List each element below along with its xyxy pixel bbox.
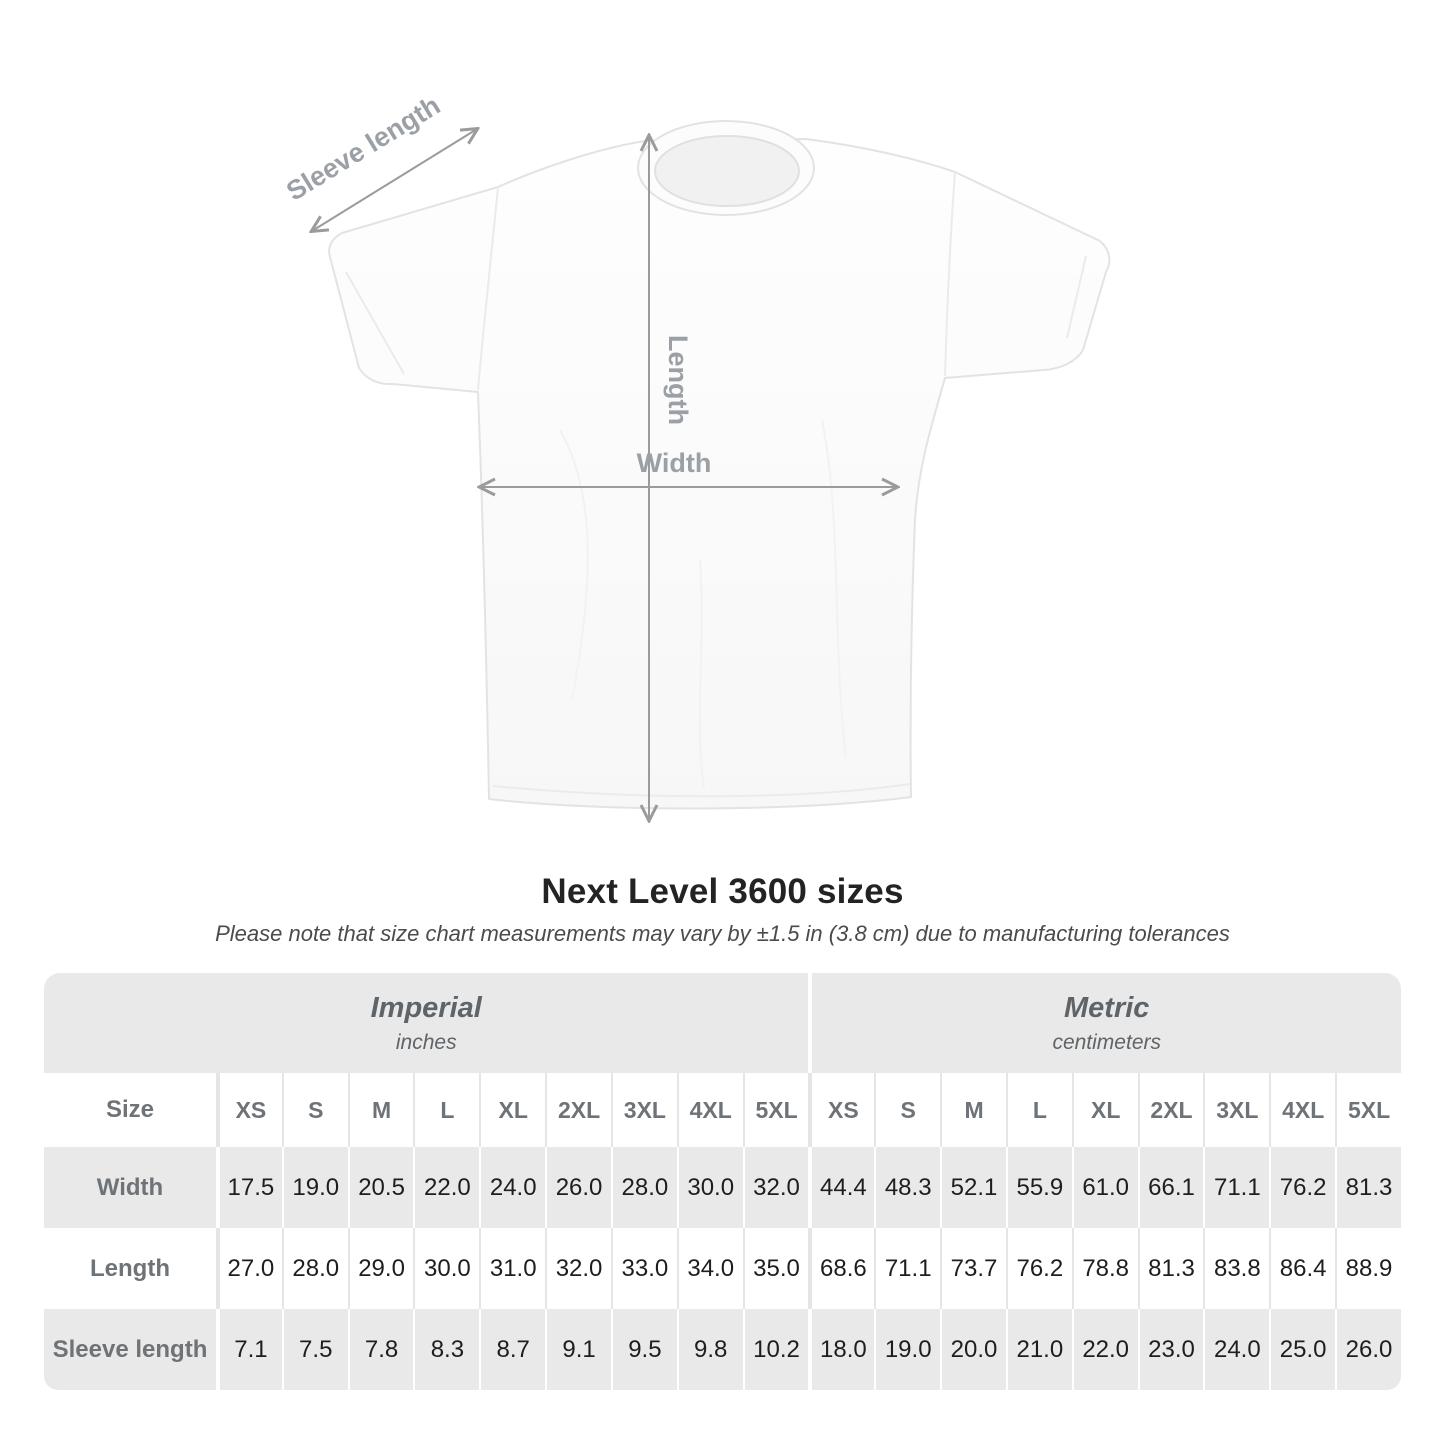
tshirt-image <box>329 121 1109 809</box>
size-header: 4XL <box>1269 1073 1335 1147</box>
cell-value: 76.2 <box>1006 1228 1072 1309</box>
cell-value: 30.0 <box>413 1228 479 1309</box>
cell-value: 44.4 <box>808 1147 874 1228</box>
size-header: 3XL <box>1203 1073 1269 1147</box>
size-header: M <box>940 1073 1006 1147</box>
cell-value: 35.0 <box>743 1228 809 1309</box>
chart-subtitle: Please note that size chart measurements may vary by ±1.5 in (3.8 cm) due to manufacturing tolerances <box>215 921 1230 946</box>
row-label: Width <box>44 1147 216 1228</box>
cell-value: 23.0 <box>1138 1309 1204 1390</box>
cell-value: 28.0 <box>611 1147 677 1228</box>
collar-opening <box>655 136 799 206</box>
cell-value: 28.0 <box>282 1228 348 1309</box>
size-header-row <box>44 1073 1401 1147</box>
chart-title: Next Level 3600 sizes <box>541 872 904 911</box>
size-header: 4XL <box>677 1073 743 1147</box>
cell-value: 27.0 <box>216 1228 282 1309</box>
cell-value: 25.0 <box>1269 1309 1335 1390</box>
metric-header <box>808 973 1401 1073</box>
tshirt-body <box>329 139 1109 809</box>
cell-value: 81.3 <box>1138 1228 1204 1309</box>
cell-value: 9.5 <box>611 1309 677 1390</box>
cell-value: 20.5 <box>348 1147 414 1228</box>
cell-value: 26.0 <box>545 1147 611 1228</box>
sleeve-length-label: Sleeve length <box>281 90 446 207</box>
cell-value: 18.0 <box>808 1309 874 1390</box>
size-header: S <box>282 1073 348 1147</box>
size-header: 5XL <box>1335 1073 1401 1147</box>
imperial-unit: inches <box>395 1030 457 1054</box>
size-header: XS <box>808 1073 874 1147</box>
cell-value: 22.0 <box>413 1147 479 1228</box>
width-label: Width <box>636 448 712 478</box>
cell-value: 7.5 <box>282 1309 348 1390</box>
size-header: XL <box>1072 1073 1138 1147</box>
size-col-header: Size <box>44 1073 216 1147</box>
size-header: L <box>1006 1073 1072 1147</box>
cell-value: 81.3 <box>1335 1147 1401 1228</box>
size-header: 2XL <box>1138 1073 1204 1147</box>
size-header: XS <box>216 1073 282 1147</box>
cell-value: 78.8 <box>1072 1228 1138 1309</box>
cell-value: 34.0 <box>677 1228 743 1309</box>
cell-value: 32.0 <box>743 1147 809 1228</box>
cell-value: 9.8 <box>677 1309 743 1390</box>
cell-value: 29.0 <box>348 1228 414 1309</box>
cell-value: 24.0 <box>479 1147 545 1228</box>
cell-value: 10.2 <box>743 1309 809 1390</box>
cell-value: 24.0 <box>1203 1309 1269 1390</box>
size-header: 3XL <box>611 1073 677 1147</box>
cell-value: 71.1 <box>1203 1147 1269 1228</box>
imperial-name: Imperial <box>370 991 482 1024</box>
cell-value: 31.0 <box>479 1228 545 1309</box>
length-label: Length <box>663 335 693 425</box>
table-row-width <box>44 1147 1401 1228</box>
size-header: 5XL <box>743 1073 809 1147</box>
cell-value: 19.0 <box>874 1309 940 1390</box>
cell-value: 30.0 <box>677 1147 743 1228</box>
row-label: Sleeve length <box>44 1309 216 1390</box>
cell-value: 68.6 <box>808 1228 874 1309</box>
size-header: L <box>413 1073 479 1147</box>
cell-value: 61.0 <box>1072 1147 1138 1228</box>
cell-value: 8.7 <box>479 1309 545 1390</box>
cell-value: 20.0 <box>940 1309 1006 1390</box>
cell-value: 8.3 <box>413 1309 479 1390</box>
cell-value: 32.0 <box>545 1228 611 1309</box>
cell-value: 48.3 <box>874 1147 940 1228</box>
cell-value: 19.0 <box>282 1147 348 1228</box>
cell-value: 7.1 <box>216 1309 282 1390</box>
cell-value: 52.1 <box>940 1147 1006 1228</box>
cell-value: 76.2 <box>1269 1147 1335 1228</box>
row-label: Length <box>44 1228 216 1309</box>
size-header: XL <box>479 1073 545 1147</box>
table-row-length <box>44 1228 1401 1309</box>
cell-value: 33.0 <box>611 1228 677 1309</box>
cell-value: 22.0 <box>1072 1309 1138 1390</box>
cell-value: 71.1 <box>874 1228 940 1309</box>
cell-value: 86.4 <box>1269 1228 1335 1309</box>
size-table <box>44 973 1401 1390</box>
cell-value: 17.5 <box>216 1147 282 1228</box>
cell-value: 73.7 <box>940 1228 1006 1309</box>
cell-value: 83.8 <box>1203 1228 1269 1309</box>
cell-value: 9.1 <box>545 1309 611 1390</box>
cell-value: 66.1 <box>1138 1147 1204 1228</box>
size-header: 2XL <box>545 1073 611 1147</box>
cell-value: 26.0 <box>1335 1309 1401 1390</box>
cell-value: 7.8 <box>348 1309 414 1390</box>
metric-unit: centimeters <box>1052 1030 1161 1054</box>
metric-name: Metric <box>1064 991 1150 1024</box>
imperial-header <box>44 973 808 1073</box>
cell-value: 88.9 <box>1335 1228 1401 1309</box>
table-row-sleeve-length <box>44 1309 1401 1390</box>
cell-value: 55.9 <box>1006 1147 1072 1228</box>
cell-value: 21.0 <box>1006 1309 1072 1390</box>
size-header: M <box>348 1073 414 1147</box>
heading-block <box>0 872 1445 947</box>
size-header: S <box>874 1073 940 1147</box>
